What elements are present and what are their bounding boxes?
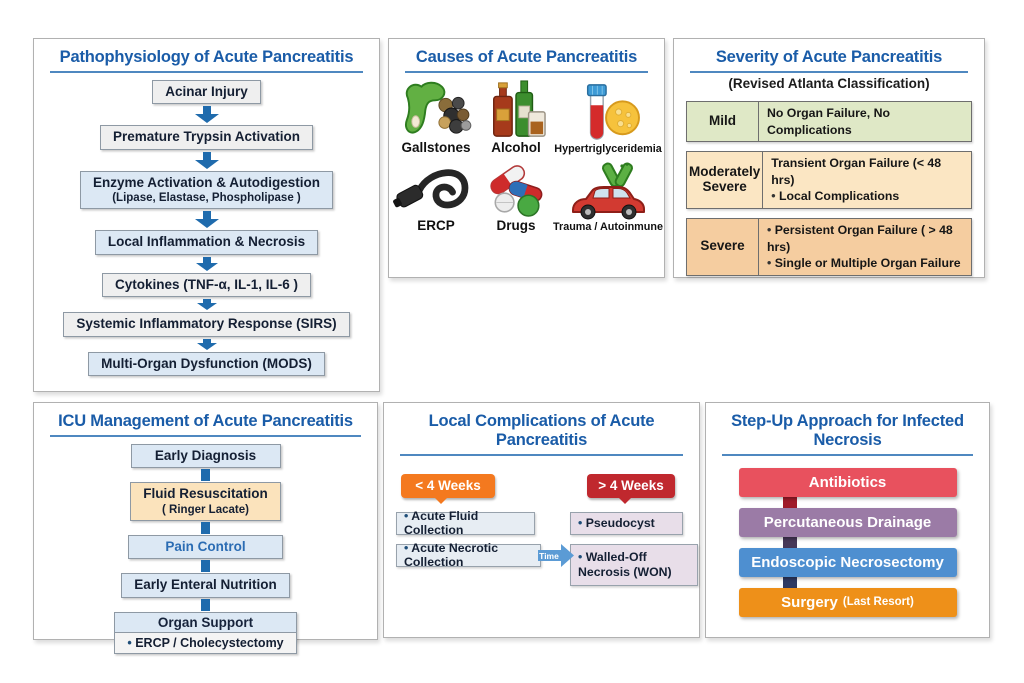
- gallbladder-stones-icon: [396, 79, 476, 139]
- panel-severity: [673, 38, 985, 278]
- cause-item-drugs: [479, 159, 553, 233]
- down-connector: [201, 522, 210, 534]
- down-connector: [201, 469, 210, 481]
- severity-detail-line: Transient Organ Failure (< 48 hrs): [771, 156, 942, 187]
- cause-label: Trauma / Autoinmune: [553, 220, 663, 233]
- down-arrow-icon: [195, 152, 219, 169]
- step-bar-surgery: Surgery (Last Resort): [739, 588, 957, 617]
- complications-diagram: [384, 456, 699, 636]
- step-bar-endoscopic-necrosectomy: Endoscopic Necrosectomy: [739, 548, 957, 577]
- severity-grade-cell: Mild: [687, 102, 759, 141]
- blood-tube-fat-cell-icon: [571, 82, 645, 142]
- flow-step-sirs: Systemic Inflammatory Response (SIRS): [63, 312, 349, 336]
- pills-icon: [479, 159, 553, 217]
- down-connector: [201, 560, 210, 572]
- causes-grid: [389, 79, 664, 233]
- severity-title: Severity of Acute Pancreatitis: [715, 48, 943, 66]
- panel-icu-management: [33, 402, 378, 650]
- icu-title: ICU Management of Acute Pancreatitis: [58, 412, 353, 430]
- flow-step-fluid-resuscitation: Fluid Resuscitation ( Ringer Lacate): [130, 482, 281, 520]
- flow-step-mods: Multi-Organ Dysfunction (MODS): [88, 352, 325, 376]
- down-arrow-icon: [197, 299, 217, 310]
- panel-causes: [388, 38, 665, 278]
- organ-support-label: Organ Support: [115, 613, 295, 633]
- severity-detail-line: No Organ Failure, No Complications: [767, 105, 890, 137]
- tag-late-weeks: > 4 Weeks: [587, 474, 675, 498]
- item-acute-fluid-collection: • Acute Fluid Collection: [396, 512, 535, 535]
- complications-title: Local Complications of Acute Pancreatitis: [428, 412, 655, 449]
- down-connector: [201, 599, 210, 611]
- severity-row-moderately-severe: [686, 151, 972, 209]
- stepup-title: Step-Up Approach for Infected Necrosis: [731, 412, 964, 449]
- panel-pathophysiology: [33, 38, 380, 392]
- flow-step-cytokines: Cytokines (TNF-α, IL-1, IL-6 ): [102, 273, 311, 297]
- item-acute-necrotic-collection: • Acute Necrotic Collection: [396, 544, 541, 567]
- cause-label: Drugs: [496, 217, 536, 233]
- title-underline: [50, 435, 361, 437]
- flow-step-early-enteral-nutrition: Early Enteral Nutrition: [121, 573, 290, 597]
- severity-row-mild: [686, 101, 972, 142]
- panel-step-up-approach: [705, 402, 990, 638]
- flow-step-pain-control: Pain Control: [128, 535, 283, 559]
- panel-local-complications: [383, 402, 700, 638]
- severity-subtitle: (Revised Atlanta Classification): [728, 75, 930, 91]
- svg-text:Time: Time: [539, 550, 559, 561]
- flow-step-organ-support: [114, 612, 296, 654]
- time-arrow-icon: [538, 544, 574, 567]
- item-pseudocyst: • Pseudocyst: [570, 512, 683, 535]
- down-arrow-icon: [195, 106, 219, 123]
- severity-table: [674, 101, 984, 276]
- cause-label: Hypertriglyceridemia: [554, 142, 662, 155]
- surgery-note: (Last Resort): [842, 596, 914, 609]
- item-walled-off-necrosis: • Walled-Off Necrosis (WON): [570, 544, 698, 586]
- flow-step-fluid-sub: ( Ringer Lacate): [162, 503, 249, 516]
- step-gap: [739, 537, 957, 548]
- cause-item-ercp: [393, 159, 479, 233]
- title-underline: [405, 71, 648, 73]
- severity-details-cell: [759, 102, 971, 141]
- cause-item-gallstones: [393, 79, 479, 155]
- step-gap: [739, 497, 957, 508]
- flow-step-early-diagnosis: Early Diagnosis: [131, 444, 281, 468]
- down-arrow-icon: [196, 257, 218, 271]
- organ-support-sub: • ERCP / Cholecystectomy: [115, 633, 295, 653]
- down-arrow-icon: [195, 211, 219, 228]
- severity-details-cell: [759, 219, 971, 275]
- flow-step-enzyme-sub: (Lipase, Elastase, Phospholipase ): [112, 192, 301, 205]
- title-underline: [690, 71, 968, 73]
- title-underline: [50, 71, 363, 73]
- cause-label: ERCP: [417, 217, 455, 233]
- car-antibody-icon: [564, 162, 652, 220]
- severity-detail-line: • Persistent Organ Failure ( > 48 hrs): [767, 222, 963, 255]
- step-bar-percutaneous-drainage: Percutaneous Drainage: [739, 508, 957, 537]
- cause-item-hypertriglyceridemia: [553, 79, 663, 155]
- flow-step-premature-trypsin-activation: Premature Trypsin Activation: [100, 125, 313, 149]
- severity-grade-cell: Severe: [687, 219, 759, 275]
- flow-step-acinar-injury: Acinar Injury: [152, 80, 261, 104]
- cause-item-trauma-autoimmune: [553, 159, 663, 233]
- flow-step-local-inflammation: Local Inflammation & Necrosis: [95, 230, 318, 254]
- down-arrow-icon: [197, 339, 217, 350]
- alcohol-bottles-icon: [479, 79, 553, 139]
- icu-flowchart: [34, 444, 377, 654]
- severity-details-cell: [763, 152, 971, 208]
- cause-item-alcohol: [479, 79, 553, 155]
- severity-detail-line: • Single or Multiple Organ Failure: [767, 255, 963, 272]
- title-underline: [722, 454, 973, 456]
- cause-label: Gallstones: [401, 139, 471, 155]
- severity-grade-cell: Moderately Severe: [687, 152, 763, 208]
- tag-early-weeks: < 4 Weeks: [401, 474, 495, 498]
- step-gap: [739, 577, 957, 588]
- pathophysiology-flowchart: [34, 80, 379, 376]
- pathophysiology-title: Pathophysiology of Acute Pancreatitis: [59, 48, 354, 66]
- severity-row-severe: [686, 218, 972, 276]
- cause-label: Alcohol: [491, 139, 541, 155]
- causes-title: Causes of Acute Pancreatitis: [415, 48, 638, 66]
- stepup-ladder: [706, 468, 989, 617]
- severity-detail-line: • Local Complications: [771, 188, 963, 205]
- flow-step-enzyme-activation: Enzyme Activation & Autodigestion (Lipase, Elastase, Phospholipase ): [80, 171, 333, 209]
- endoscope-icon: [393, 159, 479, 217]
- step-bar-antibiotics: Antibiotics: [739, 468, 957, 497]
